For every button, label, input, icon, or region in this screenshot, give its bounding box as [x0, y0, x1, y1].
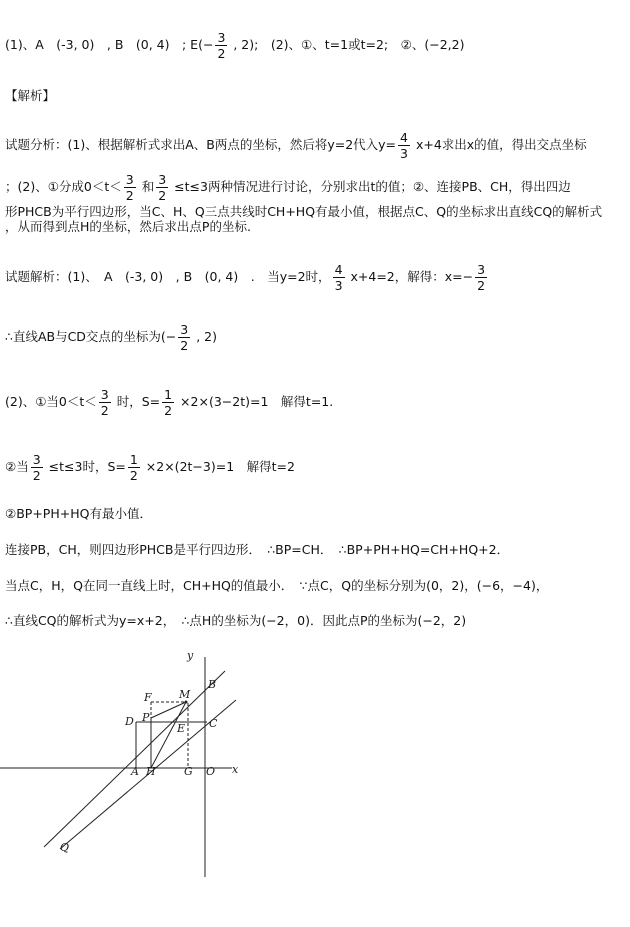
- intersection-line: ∴直线AB与CD交点的坐标为(− $\frac{3}{2}$ , 2): [5, 322, 217, 353]
- analysis-line-3: 形PHCB为平行四边形，当C、H、Q三点共线时CH+HQ有最小值，根据点C、Q的坐标求出直线CQ的解析式: [5, 204, 603, 219]
- label-y: y: [187, 649, 194, 662]
- analysis-line-4: ，从而得到点H的坐标，然后求出点P的坐标.: [5, 219, 251, 234]
- conclusion-line: ∴直线CQ的解析式为y=x+2， ∴点H的坐标为(−2，0)．因此点P的坐标为(−2，2): [5, 613, 467, 628]
- label-p: P: [142, 711, 150, 724]
- analysis-line-1: 试题分析：(1)、根据解析式求出A、B两点的坐标，然后将y=2代入y= $\frac{4}{3}$ x+4求出x的值，得出交点坐标: [5, 130, 587, 161]
- label-a: A: [131, 765, 139, 778]
- label-h: H: [146, 765, 156, 778]
- parallelogram-line: 连接PB，CH，则四边形PHCB是平行四边形． ∴BP=CH． ∴BP+PH+HQ=CH+HQ+2．: [5, 542, 510, 557]
- label-q: Q: [60, 841, 70, 854]
- fraction: $\frac{3}{2}$: [180, 322, 189, 353]
- fraction: $\frac{3}{2}$: [158, 172, 167, 203]
- label-o: O: [206, 765, 216, 778]
- analysis-heading: 【解析】: [5, 88, 56, 103]
- fraction: $\frac{1}{2}$: [129, 452, 138, 483]
- label-m: M: [179, 688, 191, 701]
- fraction: $\frac{1}{2}$: [164, 387, 173, 418]
- fraction: $\frac{3}{2}$: [477, 262, 486, 293]
- part2-case2-line: ②当 $\frac{3}{2}$ ≤t≤3时，S= $\frac{1}{2}$ ×2×(2t−3)=1 解得t=2: [5, 452, 295, 483]
- part2-min-line: ②BP+PH+HQ有最小值．: [5, 506, 152, 521]
- solution-line-1: 试题解析：(1)、 A (-3, 0) , B (0, 4) . 当y=2时， $\frac{4}{3}$ x+4=2，解得：x=− $\frac{3}{2}$: [5, 262, 486, 293]
- fraction: $\frac{3}{2}$: [125, 172, 134, 203]
- fraction: $\frac{3}{2}$: [217, 30, 226, 61]
- part2-case1-line: (2)、①当0＜t＜ $\frac{3}{2}$ 时，S= $\frac{1}{2}$ ×2×(3−2t)=1 解得t=1.: [5, 387, 334, 418]
- segment-hm: [151, 702, 186, 768]
- label-e: E: [177, 722, 186, 735]
- label-d: D: [125, 715, 134, 728]
- label-x: x: [232, 763, 239, 776]
- answer-line: (1)、A (-3, 0) , B (0, 4) ; E(− $\frac{3}{2}$ , 2); (2)、①、t=1或t=2; ②、(−2,2): [5, 30, 465, 61]
- label-g: G: [184, 765, 193, 778]
- collinear-line: 当点C，H，Q在同一直线上时，CH+HQ的值最小． ∵点C，Q的坐标分别为(0，2)，(−6，−4)，: [5, 578, 549, 593]
- fraction: $\frac{4}{3}$: [400, 130, 408, 161]
- geometry-figure: [0, 645, 630, 927]
- fraction: $\frac{4}{3}$: [334, 262, 343, 293]
- line-ab: [44, 671, 225, 847]
- fraction: $\frac{3}{2}$: [32, 452, 41, 483]
- label-c: C: [209, 717, 218, 730]
- label-b: B: [208, 678, 217, 691]
- fraction: $\frac{3}{2}$: [100, 387, 109, 418]
- segment-pm: [151, 702, 186, 718]
- label-f: F: [144, 691, 152, 704]
- analysis-line-2: ；(2)、①分成0＜t＜ $\frac{3}{2}$ 和 $\frac{3}{2}$ ≤t≤3两种情况进行讨论，分别求出t的值；②、连接PB、CH，得出四边: [5, 172, 571, 203]
